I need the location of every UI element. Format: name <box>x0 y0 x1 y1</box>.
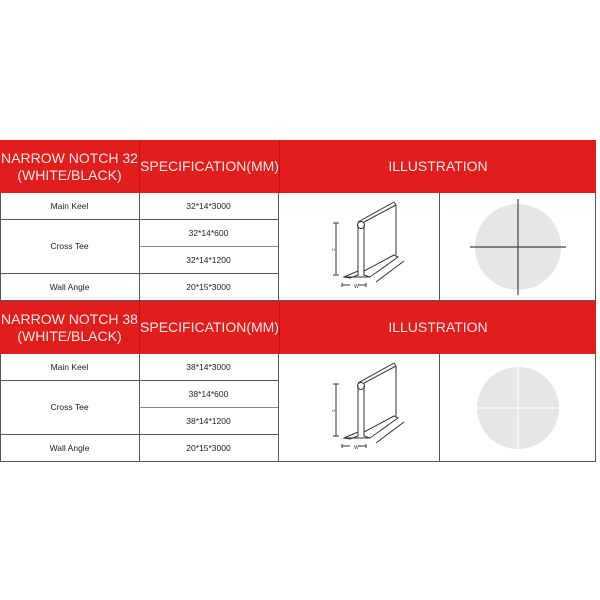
section-body <box>0 354 596 462</box>
profile-diagram <box>279 354 439 461</box>
grid-pattern-diagram <box>440 193 595 300</box>
tee-profile-icon <box>314 360 404 455</box>
grid-pattern-diagram <box>440 354 595 461</box>
section-header <box>0 140 596 193</box>
spec-value: 38*14*1200 <box>186 415 231 426</box>
svg-text:H: H <box>332 408 335 413</box>
row-name-main-keel: Main Keel <box>50 201 89 211</box>
spec-value: 32*14*3000 <box>186 201 231 211</box>
row-name-main-keel: Main Keel <box>50 362 89 372</box>
illustration-header: ILLUSTRATION <box>388 158 488 174</box>
spec-value: 32*14*600 <box>188 227 229 238</box>
row-name-cross-tee: Cross Tee <box>50 402 89 412</box>
spec-header: SPECIFICATION(MM) <box>140 301 280 354</box>
profile-diagram <box>279 193 439 300</box>
svg-text:H: H <box>332 247 335 252</box>
section-narrow-notch-38 <box>0 301 596 462</box>
spec-table <box>0 140 596 462</box>
cross-grid-light-icon <box>473 363 563 453</box>
cross-grid-icon <box>470 199 566 295</box>
section-narrow-notch-32 <box>0 140 596 301</box>
spec-value: 32*14*1200 <box>186 254 231 265</box>
product-title: NARROW NOTCH 32 (WHITE/BLACK) <box>0 140 140 193</box>
illustration-header: ILLUSTRATION <box>388 319 488 335</box>
row-name-wall-angle: Wall Angle <box>49 442 90 453</box>
product-title: NARROW NOTCH 38 (WHITE/BLACK) <box>0 301 140 354</box>
spec-value: 20*15*3000 <box>186 442 231 453</box>
row-name-cross-tee: Cross Tee <box>50 241 89 251</box>
spec-value: 20*15*3000 <box>186 281 231 292</box>
svg-text:W: W <box>354 284 359 290</box>
tee-profile-icon <box>314 199 404 294</box>
section-header <box>0 301 596 354</box>
svg-text:W: W <box>354 445 359 451</box>
section-body <box>0 193 596 301</box>
spec-header: SPECIFICATION(MM) <box>140 140 280 193</box>
spec-value: 38*14*3000 <box>186 362 231 372</box>
row-name-wall-angle: Wall Angle <box>49 281 90 292</box>
spec-value: 38*14*600 <box>188 388 229 399</box>
